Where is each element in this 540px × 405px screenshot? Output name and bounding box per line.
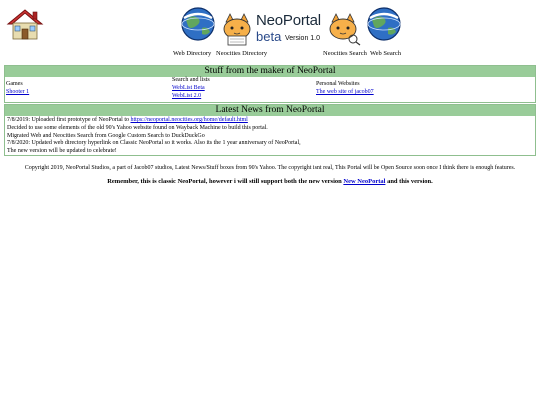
version-note: Remember, this is classic NeoPortal, however i will still support both the new version New NeoPortal and this version. — [107, 178, 433, 185]
news-item: Migrated Web and Neocities Search from Google Custom Search to DuckDuckGo — [7, 132, 205, 139]
link-weblist-2[interactable]: WebList 2.0 — [172, 92, 202, 99]
search-lists-label: Search and lists — [172, 77, 210, 83]
globe-icon — [180, 6, 216, 42]
news-item: The new version will be updated to celebrate! — [7, 148, 117, 155]
search-tabs — [0, 50, 540, 62]
news-section-heading: Latest News from NeoPortal — [5, 105, 535, 116]
link-weblist-beta[interactable]: WebList Beta — [172, 84, 205, 91]
mascot-icon — [326, 12, 362, 46]
search-lists-column — [172, 77, 210, 100]
news-link[interactable]: https://neoportal.neocities.org/home/default.html — [130, 117, 248, 123]
personal-websites-label: Personal Websites — [316, 81, 360, 87]
link-jacob07-site[interactable]: The web site of jacob07 — [316, 88, 374, 95]
games-label: Games — [6, 81, 23, 87]
logo-version: Version 1.0 — [285, 35, 321, 42]
news-item: Decided to use some elements of the old 90's Yahoo website found on Wayback Machine to build this portal. — [7, 124, 268, 131]
logo-beta: beta — [256, 29, 282, 44]
copyright-text: Copyright 2019, NeoPortal Studios, a part of Jacob07 studios, Latest News/Stuff boxes from 90's Yahoo. The copyright isnt real, This Portal will be Open Source soon once I think there is enough features. — [24, 165, 516, 171]
stuff-columns — [5, 77, 535, 103]
home-icon[interactable] — [6, 8, 44, 40]
new-neoportal-link[interactable]: New NeoPortal — [343, 178, 386, 185]
mascot-icon — [220, 12, 256, 46]
link-shooter-1[interactable]: Shooter 1 — [6, 88, 30, 95]
tab-neocities-search[interactable]: Neocities Search — [323, 50, 367, 57]
stuff-section-heading: Stuff from the maker of NeoPortal — [5, 66, 535, 77]
news-section — [4, 104, 536, 156]
neoportal-logo[interactable] — [180, 6, 404, 46]
news-item: 7/8/2019: Uploaded first prototype of NeoPortal to https://neoportal.neocities.org/home/default.html — [7, 117, 248, 123]
personal-websites-column — [316, 81, 374, 97]
games-column — [6, 81, 29, 97]
tab-neocities-directory[interactable]: Neocities Directory — [216, 50, 268, 57]
news-item: 7/8/2020: Updated web directory hyperlink on Classic NeoPortal so it works. Also its the 1 year anniversary of NeoPortal, — [7, 140, 301, 147]
stuff-section — [4, 65, 536, 103]
logo-title: NeoPortal — [256, 12, 321, 29]
news-list — [5, 116, 535, 157]
tab-web-search[interactable]: Web Search — [370, 50, 402, 57]
globe-icon — [366, 6, 402, 42]
tab-web-directory[interactable]: Web Directory — [173, 50, 212, 57]
footer — [0, 164, 540, 186]
